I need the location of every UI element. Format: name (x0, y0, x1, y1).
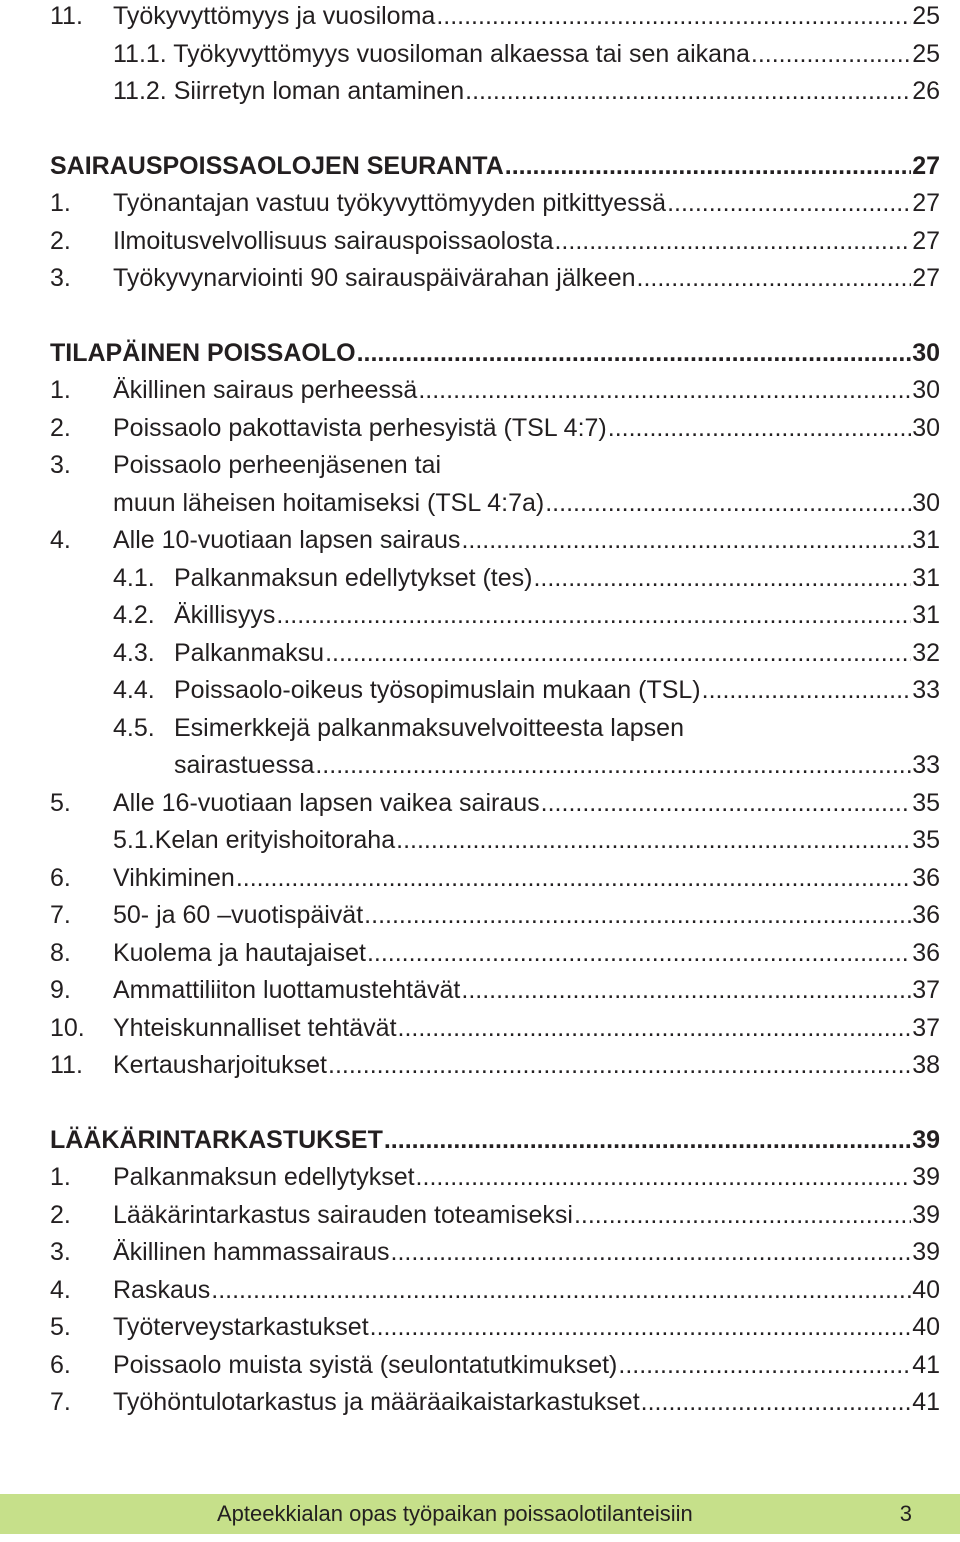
toc-entry-number: 2. (50, 1201, 71, 1229)
toc-entry-number: 1. (50, 376, 71, 404)
toc-entry[interactable] (50, 262, 940, 294)
toc-entry-page: 41 (912, 1388, 940, 1416)
toc-entry-page: 31 (912, 601, 940, 629)
toc-entry-number: 4.3. (113, 639, 155, 667)
toc-entry-page: 30 (912, 339, 940, 367)
toc-entry-number: 4. (50, 526, 71, 554)
toc-entry-title: Vihkiminen (113, 864, 235, 892)
toc-entry[interactable] (50, 524, 940, 556)
toc-entry[interactable] (50, 937, 940, 969)
toc-entry[interactable] (50, 824, 940, 856)
toc-entry-title: Poissaolo pakottavista perhesyistä (TSL 4:7) (113, 414, 607, 442)
footer-title: Apteekkialan opas työpaikan poissaolotilanteisiin (217, 1501, 693, 1526)
toc-entry-number: 9. (50, 976, 71, 1004)
toc-entry-page: 37 (912, 976, 940, 1004)
toc-entry[interactable] (50, 712, 940, 744)
toc-entry-title: Lääkärintarkastus sairauden toteamiseksi (113, 1201, 573, 1229)
toc-entry[interactable] (50, 1124, 940, 1156)
dot-leader (396, 824, 911, 856)
toc-entry[interactable] (50, 1349, 940, 1381)
toc-entry-page: 36 (912, 864, 940, 892)
dot-leader (545, 487, 911, 519)
page-footer (0, 1494, 960, 1534)
toc-entry-number: 2. (50, 227, 71, 255)
toc-entry[interactable] (50, 862, 940, 894)
dot-leader (398, 1012, 912, 1044)
toc-entry[interactable] (50, 449, 940, 481)
toc-entry-number: 3. (50, 451, 71, 479)
toc-entry-title: 11.2. Siirretyn loman antaminen (113, 77, 465, 105)
toc-entry-title: Kuolema ja hautajaiset (113, 939, 366, 967)
toc-entry-page: 27 (912, 227, 940, 255)
dot-leader (608, 412, 911, 444)
toc-entry-page: 27 (912, 264, 940, 292)
toc-entry-page: 39 (912, 1238, 940, 1266)
toc-entry-title: TILAPÄINEN POISSAOLO (50, 339, 356, 367)
dot-leader (465, 75, 911, 107)
dot-leader (461, 524, 911, 556)
toc-entry-number: 5. (50, 1313, 71, 1341)
toc-entry-page: 27 (912, 152, 940, 180)
toc-entry-title: Ilmoitusvelvollisuus sairauspoissaolosta (113, 227, 554, 255)
toc-entry-number: 4.2. (113, 601, 155, 629)
toc-entry[interactable] (50, 562, 940, 594)
toc-entry-title: Alle 16-vuotiaan lapsen vaikea sairaus (113, 789, 540, 817)
toc-entry-page: 30 (912, 414, 940, 442)
toc-entry-title: Palkanmaksun edellytykset (113, 1163, 415, 1191)
dot-leader (367, 937, 911, 969)
toc-entry-title: Äkillinen hammassairaus (113, 1238, 390, 1266)
dot-leader (236, 862, 911, 894)
toc-entry-page: 39 (912, 1126, 940, 1154)
toc-entry[interactable] (50, 637, 940, 669)
dot-leader (461, 974, 911, 1006)
toc-entry-title: SAIRAUSPOISSAOLOJEN SEURANTA (50, 152, 504, 180)
toc-entry-title: Palkanmaksu (174, 639, 325, 667)
toc-entry-title: Ammattiliiton luottamustehtävät (113, 976, 461, 1004)
toc-entry-page: 41 (912, 1351, 940, 1379)
dot-leader (384, 1124, 911, 1156)
toc-entry[interactable] (50, 487, 940, 519)
dot-leader (637, 262, 912, 294)
dot-leader (416, 1161, 912, 1193)
toc-entry-title: 50- ja 60 –vuotispäivät (113, 901, 364, 929)
toc-entry-title: sairastuessa (174, 751, 315, 779)
toc-entry-page: 38 (912, 1051, 940, 1079)
toc-entry-title: Alle 10-vuotiaan lapsen sairaus (113, 526, 461, 554)
toc-entry-number: 4.4. (113, 676, 155, 704)
toc-entry[interactable] (50, 1012, 940, 1044)
footer-page-number: 3 (899, 1501, 912, 1526)
toc-entry-number: 6. (50, 1351, 71, 1379)
dot-leader (702, 674, 912, 706)
toc-entry-number: 5. (50, 789, 71, 817)
toc-entry[interactable] (50, 187, 940, 219)
toc-entry-title: Kertausharjoitukset (113, 1051, 328, 1079)
toc-entry-number: 3. (50, 1238, 71, 1266)
dot-leader (357, 337, 912, 369)
toc-entry-page: 30 (912, 489, 940, 517)
dot-leader (325, 637, 911, 669)
toc-entry-page: 25 (912, 40, 940, 68)
toc-entry[interactable] (50, 75, 940, 107)
toc-entry[interactable] (50, 38, 940, 70)
dot-leader (554, 225, 911, 257)
dot-leader (641, 1386, 912, 1418)
toc-entry-number: 1. (50, 189, 71, 217)
toc-entry[interactable] (50, 1236, 940, 1268)
toc-entry[interactable] (50, 1049, 940, 1081)
toc-entry-title: muun läheisen hoitamiseksi (TSL 4:7a) (113, 489, 545, 517)
toc-entry-page: 30 (912, 376, 940, 404)
toc-entry-number: 7. (50, 901, 71, 929)
toc-entry[interactable] (50, 374, 940, 406)
dot-leader (574, 1199, 911, 1231)
toc-entry-page: 37 (912, 1014, 940, 1042)
toc-entry-title: Työkyvyttömyys ja vuosiloma (113, 2, 436, 30)
toc-entry[interactable] (50, 1274, 940, 1306)
toc-entry-title: LÄÄKÄRINTARKASTUKSET (50, 1126, 383, 1154)
toc-entry-page: 33 (912, 751, 940, 779)
toc-entry-page: 40 (912, 1313, 940, 1341)
toc-entry-number: 8. (50, 939, 71, 967)
toc-entry-number: 10. (50, 1014, 85, 1042)
toc-entry-page: 35 (912, 826, 940, 854)
toc-entry[interactable] (50, 974, 940, 1006)
toc-entry[interactable] (50, 1386, 940, 1418)
dot-leader (505, 150, 911, 182)
toc-entry-number: 7. (50, 1388, 71, 1416)
toc-entry-page: 36 (912, 939, 940, 967)
toc-entry-title: Työterveystarkastukset (113, 1313, 369, 1341)
toc-entry[interactable] (50, 225, 940, 257)
toc-entry-number: 6. (50, 864, 71, 892)
toc-entry-page: 31 (912, 526, 940, 554)
toc-entry-number: 2. (50, 414, 71, 442)
toc-entry[interactable] (50, 1199, 940, 1231)
toc-entry-title: Palkanmaksun edellytykset (tes) (174, 564, 533, 592)
toc-entry-page: 35 (912, 789, 940, 817)
toc-entry[interactable] (50, 412, 940, 444)
toc-entry-page: 25 (912, 2, 940, 30)
toc-entry-title: Poissaolo-oikeus työsopimuslain mukaan (TSL) (174, 676, 701, 704)
dot-leader (315, 749, 911, 781)
dot-leader (533, 562, 911, 594)
toc-entry-number: 3. (50, 264, 71, 292)
toc-entry-title: Yhteiskunnalliset tehtävät (113, 1014, 397, 1042)
toc-entry-page: 27 (912, 189, 940, 217)
toc-entry-page: 36 (912, 901, 940, 929)
toc-entry-page: 31 (912, 564, 940, 592)
toc-entry-title: 5.1.Kelan erityishoitoraha (113, 826, 396, 854)
toc-entry[interactable] (50, 1161, 940, 1193)
toc-entry-page: 26 (912, 77, 940, 105)
toc-entry-title: Äkillinen sairaus perheessä (113, 376, 418, 404)
toc-entry-title: 11.1. Työkyvyttömyys vuosiloman alkaessa tai sen aikana (113, 40, 750, 68)
toc-entry[interactable] (50, 599, 940, 631)
toc-entry-number: 4.1. (113, 564, 155, 592)
toc-entry[interactable] (50, 787, 940, 819)
dot-leader (328, 1049, 911, 1081)
dot-leader (751, 38, 911, 70)
dot-leader (391, 1236, 912, 1268)
toc-entry-number: 1. (50, 1163, 71, 1191)
toc-entry-number: 11. (50, 1051, 83, 1079)
dot-leader (370, 1311, 912, 1343)
dot-leader (418, 374, 911, 406)
toc-entry-page: 32 (912, 639, 940, 667)
toc-entry[interactable] (50, 749, 940, 781)
toc-entry-title: Poissaolo perheenjäsenen tai (113, 451, 442, 479)
dot-leader (364, 899, 911, 931)
toc-entry-number: 4. (50, 1276, 71, 1304)
toc-entry-page: 33 (912, 676, 940, 704)
toc-entry[interactable] (50, 899, 940, 931)
toc-entry-title: Työhöntulotarkastus ja määräaikaistarkastukset (113, 1388, 640, 1416)
toc-entry[interactable] (50, 0, 940, 32)
dot-leader (618, 1349, 911, 1381)
dot-leader (436, 0, 911, 32)
toc-entry[interactable] (50, 150, 940, 182)
toc-entry-title: Työnantajan vastuu työkyvyttömyyden pitkittyessä (113, 189, 667, 217)
toc-entry[interactable] (50, 1311, 940, 1343)
toc-entry-page: 39 (912, 1163, 940, 1191)
toc-entry-title: Äkillisyys (174, 601, 276, 629)
dot-leader (211, 1274, 911, 1306)
toc-entry-title: Työkyvynarviointi 90 sairauspäivärahan jälkeen (113, 264, 636, 292)
toc-entry-title: Poissaolo muista syistä (seulontatutkimukset) (113, 1351, 618, 1379)
toc-entry[interactable] (50, 674, 940, 706)
dot-leader (541, 787, 912, 819)
toc-entry-number: 11. (50, 2, 83, 30)
toc-entry[interactable] (50, 337, 940, 369)
toc-entry-page: 40 (912, 1276, 940, 1304)
dot-leader (667, 187, 911, 219)
toc-entry-number: 4.5. (113, 714, 155, 742)
dot-leader (276, 599, 911, 631)
toc-entry-title: Esimerkkejä palkanmaksuvelvoitteesta lapsen (174, 714, 684, 742)
toc-entry-page: 39 (912, 1201, 940, 1229)
toc-entry-title: Raskaus (113, 1276, 211, 1304)
